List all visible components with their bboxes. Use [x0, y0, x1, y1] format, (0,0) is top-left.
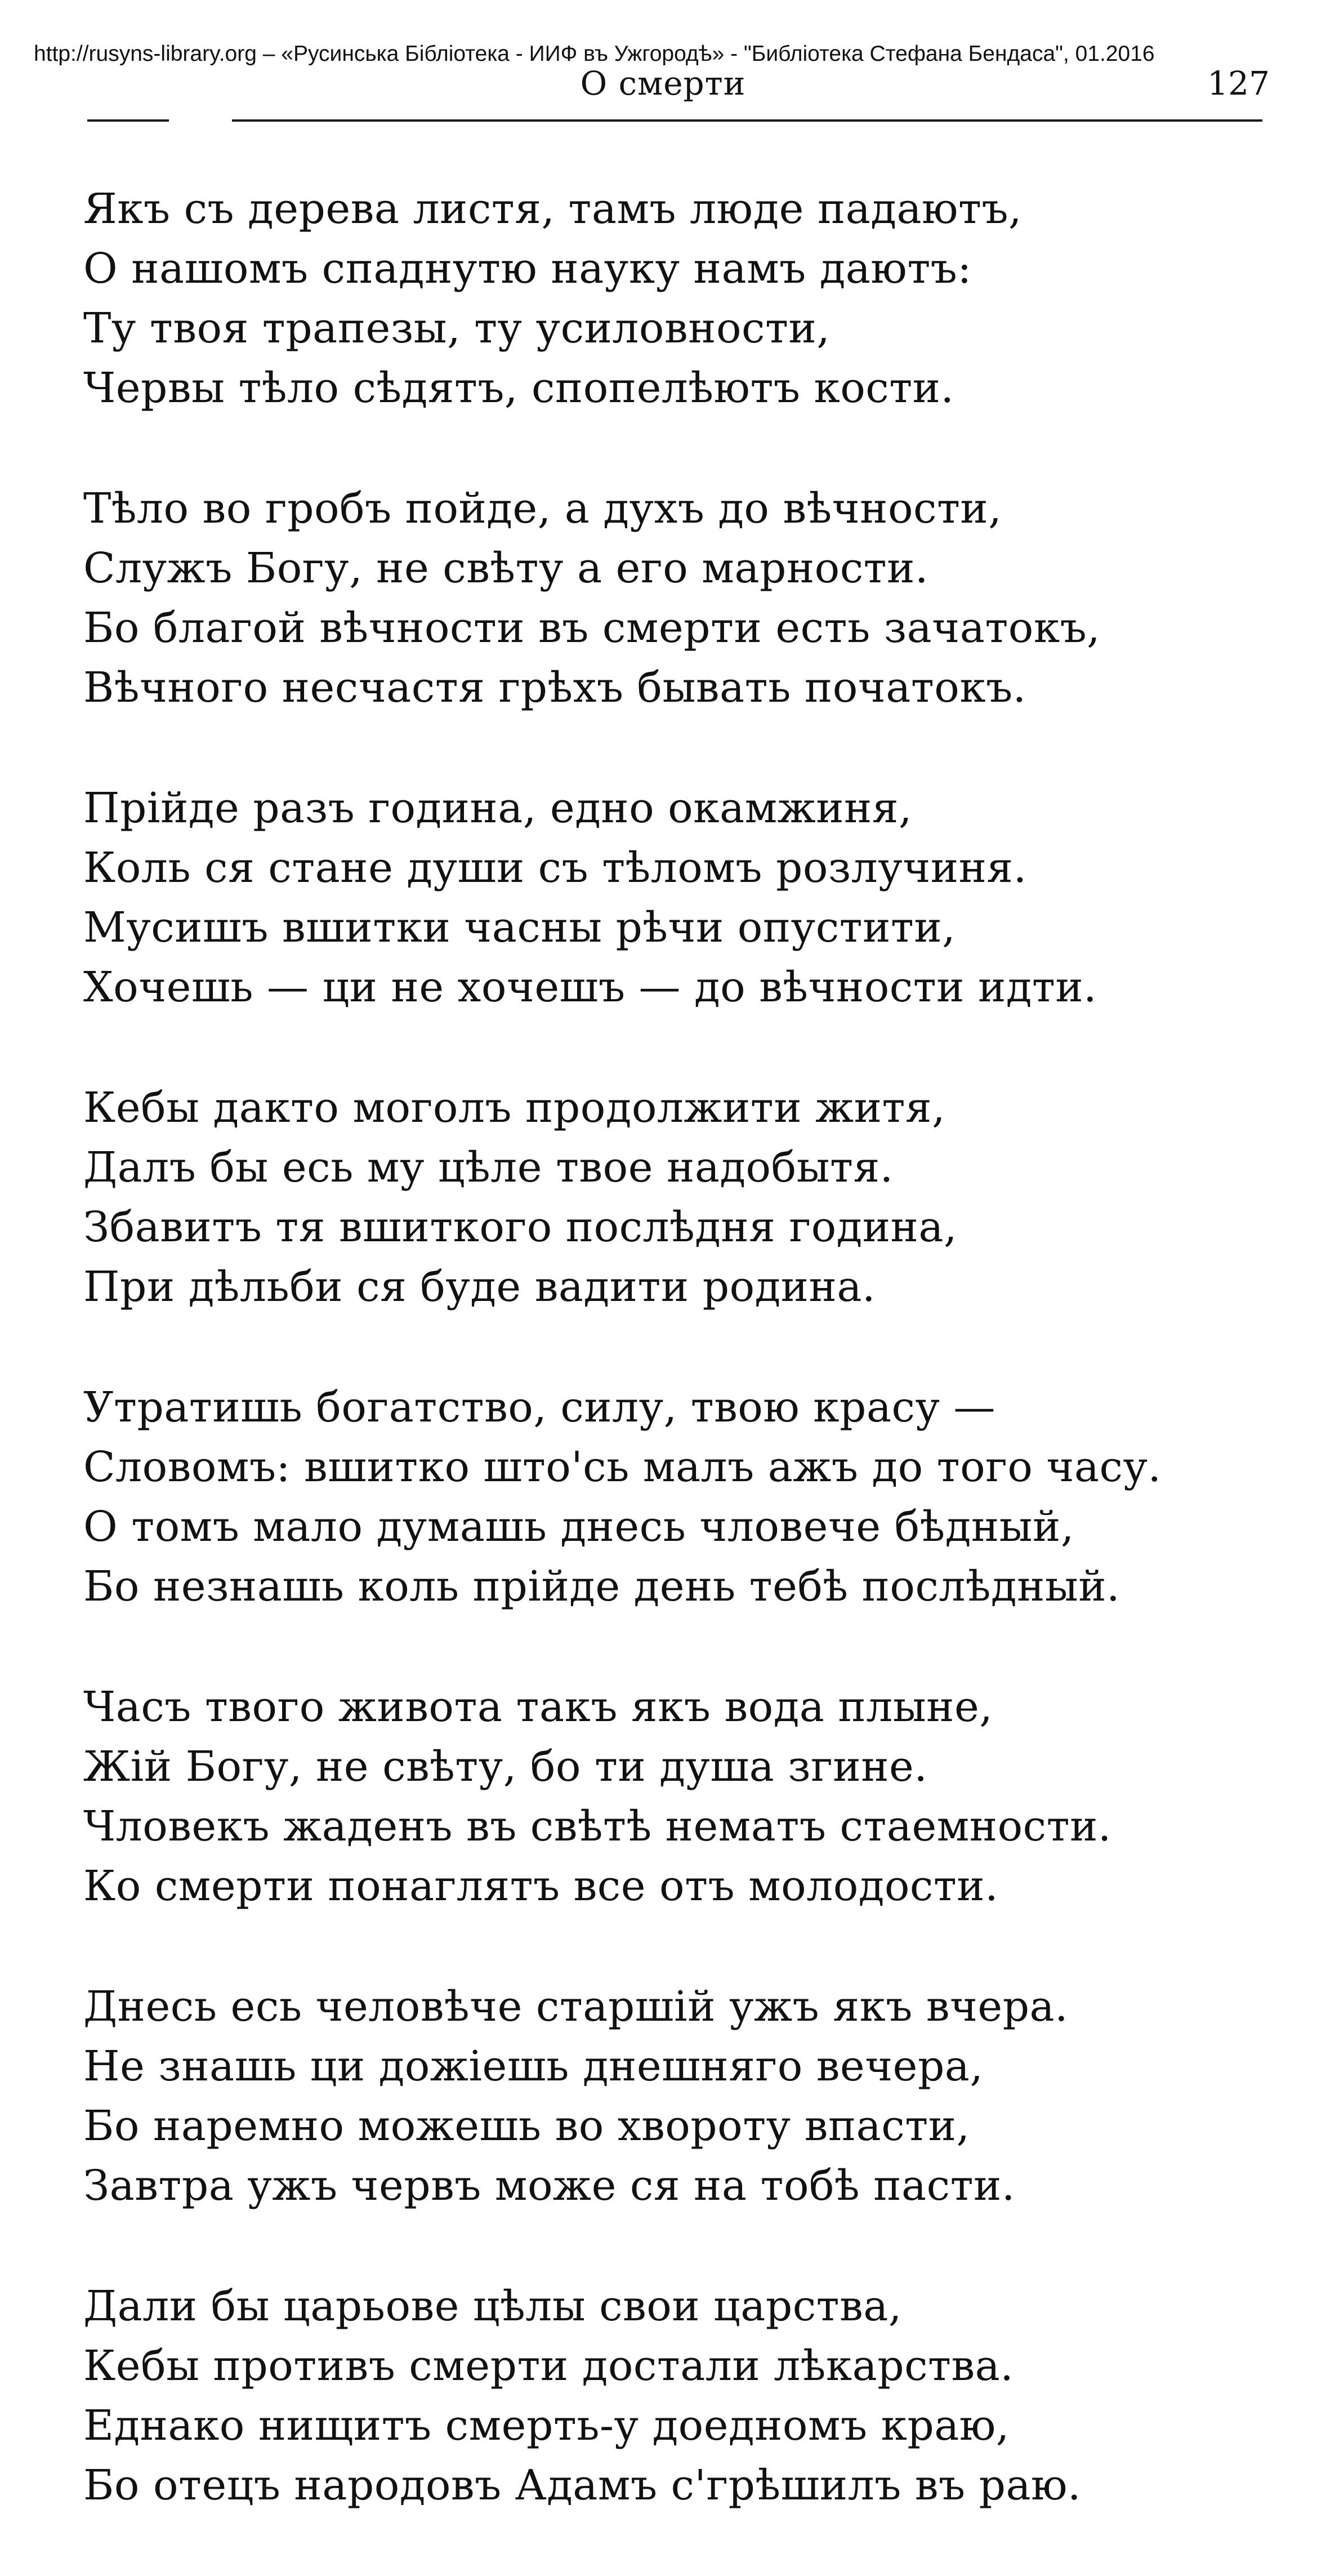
stanza: [83, 1977, 1266, 2216]
stanza: [83, 1677, 1266, 1916]
verse-line: Вѣчного несчастя грѣхъ бывать початокъ.: [83, 663, 1026, 712]
verse-line: Якъ съ дерева листя, тамъ люде падаютъ,: [83, 185, 1023, 233]
stanza: [83, 2276, 1266, 2515]
stanza: [83, 1078, 1266, 1317]
verse-line: Завтра ужъ червъ може ся на тобѣ пасти.: [83, 2161, 1015, 2210]
verse-line: Кебы противъ смерти достали лѣкарства.: [83, 2342, 1014, 2390]
verse-line: Червы тѣло сѣдятъ, спопелѣютъ кости.: [83, 364, 954, 412]
verse-line: Жій Богу, не свѣту, бо ти душа згине.: [83, 1742, 928, 1791]
verse-line: Словомъ: вшитко што'сь малъ ажъ до того часу.: [83, 1443, 1162, 1491]
stanza: [83, 778, 1266, 1017]
stanza: [83, 179, 1266, 418]
verse-line: Дали бы царьове цѣлы свои царства,: [83, 2282, 902, 2330]
verse-line: Бо благой вѣчности въ смерти есть зачатокъ,: [83, 604, 1101, 652]
verse-line: При дѣльби ся буде вадити родина.: [83, 1263, 876, 1311]
stanza: [83, 1378, 1266, 1616]
verse-line: Ту твоя трапезы, ту усиловности,: [83, 304, 831, 353]
verse-line: Кебы дакто моголъ продолжити житя,: [83, 1084, 946, 1132]
verse-line: Бо незнашь коль прійде день тебѣ послѣдный.: [83, 1562, 1120, 1611]
verse-line: Тѣло во гробъ пойде, а духъ до вѣчности,: [83, 484, 1002, 533]
poem-body: [83, 179, 1266, 2576]
verse-line: Еднако нищитъ смерть-у доедномъ краю,: [83, 2401, 1010, 2450]
verse-line: Часъ твого живота такъ якъ вода плыне,: [83, 1683, 993, 1731]
verse-line: Коль ся стане души съ тѣломъ розлучиня.: [83, 844, 1027, 892]
verse-line: Служъ Богу, не свѣту а его марности.: [83, 544, 928, 592]
verse-line: Бо отецъ народовъ Адамъ с'грѣшилъ въ раю.: [83, 2461, 1082, 2510]
verse-line: Далъ бы есь му цѣле твое надобытя.: [83, 1143, 894, 1192]
verse-line: Хочешь — ци не хочешъ — до вѣчности идти.: [83, 963, 1097, 1011]
verse-line: О томъ мало думашь днесь чловече бѣдный,: [83, 1503, 1074, 1551]
header-rule-short: [87, 119, 169, 122]
page-number: 127: [1207, 64, 1270, 102]
verse-line: Чловекъ жаденъ въ свѣтѣ нематъ стаемности.: [83, 1802, 1111, 1851]
verse-line: Мусишъ вшитки часны рѣчи опустити,: [83, 903, 956, 952]
stanza: [83, 479, 1266, 717]
verse-line: Не знашь ци дожіешь днешняго вечера,: [83, 2042, 984, 2091]
header-rule-long: [232, 119, 1262, 122]
page-title: О смерти: [580, 64, 746, 102]
verse-line: Прійде разъ година, едно окамжиня,: [83, 784, 913, 832]
running-head: [0, 61, 1326, 112]
verse-line: Бо наремно можешь во хвороту впасти,: [83, 2102, 970, 2150]
verse-line: Ко смерти понаглятъ все отъ молодости.: [83, 1862, 999, 1910]
verse-line: Днесь есь человѣче старшій ужъ якъ вчера.: [83, 1982, 1069, 2031]
verse-line: Утратишь богатство, силу, твою красу —: [83, 1383, 996, 1432]
verse-line: Збавитъ тя вшиткого послѣдня година,: [83, 1203, 958, 1251]
source-attribution: http://rusyns-library.org – «Русинська Бібліотека - ИИФ въ Ужгородѣ» - "Библіотека Стефана Бендаса", 01.2016: [34, 42, 1155, 66]
verse-line: О нашомъ спаднутю науку намъ даютъ:: [83, 244, 972, 293]
